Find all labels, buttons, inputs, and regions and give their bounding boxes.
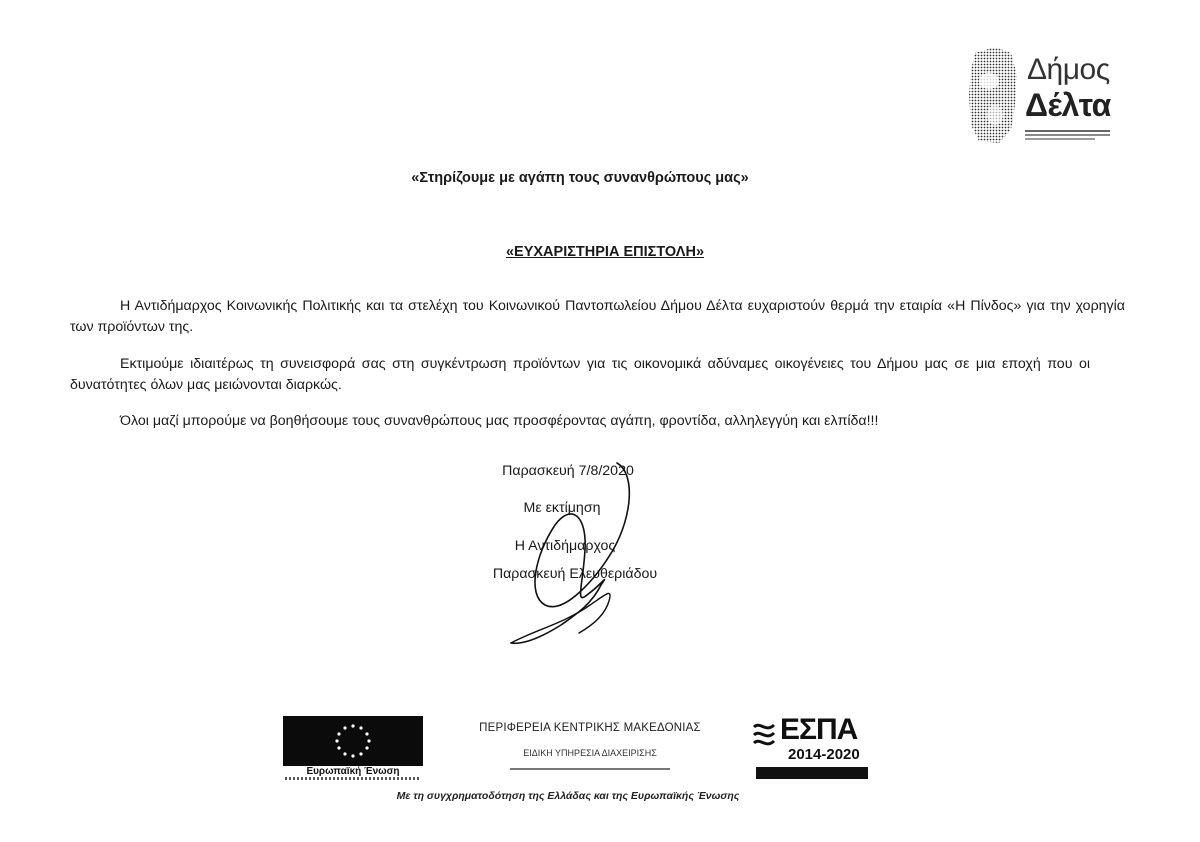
- municipality-logo: [965, 45, 1110, 145]
- motto: «Στηρίζουμε με αγάπη τους συνανθρώπους μας»: [411, 170, 749, 186]
- signature-name: Παρασκευή Ελευθεριάδου: [492, 566, 658, 582]
- espa-logo: [752, 713, 870, 779]
- region-title: ΠΕΡΙΦΕΡΕΙΑ ΚΕΝΤΡΙΚΗΣ ΜΑΚΕΔΟΝΙΑΣ: [479, 722, 701, 734]
- espa-years: 2014-2020: [788, 746, 860, 763]
- region-logo: [470, 722, 710, 776]
- logo-text-line1: Δήμος: [1027, 53, 1110, 86]
- signature-closing: Με εκτίμηση: [523, 500, 601, 516]
- region-subtext-graphic: [510, 767, 670, 771]
- espa-title: ΕΣΠΑ: [780, 713, 858, 746]
- region-subtitle: ΕΙΔΙΚΗ ΥΠΗΡΕΣΙΑ ΔΙΑΧΕΙΡΙΣΗΣ: [523, 748, 657, 758]
- handwritten-signature: [505, 455, 665, 660]
- signature-role: Η Αντιδήμαρχος: [514, 538, 616, 554]
- eu-label: Ευρωπαϊκή Ένωση: [306, 766, 400, 777]
- paragraph-1: Η Αντιδήμαρχος Κοινωνικής Πολιτικής και τα στελέχη του Κοινωνικού Παντοπωλείου Δήμου Δέλτα ευχαριστούν θερμά την εταιρία «Η Πίνδος» για την χορηγία των προϊόντων της.: [70, 298, 1125, 335]
- espa-band-graphic: [756, 767, 868, 779]
- espa-wave-icon: [752, 717, 782, 753]
- eu-logo: [283, 716, 423, 780]
- paragraph-3: Όλοι μαζί μπορούμε να βοηθήσουμε τους συνανθρώπους μας προσφέροντας αγάπη, φροντίδα, αλληλεγγύη και ελπίδα!!!: [120, 413, 879, 429]
- signature-date: Παρασκευή 7/8/2020: [502, 463, 634, 479]
- logo-text-line2: Δέλτα: [1025, 87, 1111, 123]
- cofinancing-note: Με τη συγχρηματοδότηση της Ελλάδας και της Ευρωπαϊκής Ένωσης: [396, 790, 740, 802]
- paragraph-2: Εκτιμούμε ιδιαιτέρως τη συνεισφορά σας στη συγκέντρωση προϊόντων για τις οικονομικά αδύναμες οικογένειες του Δήμου μας σε μια εποχή που οι δυνατότητες όλων μας μειώνονται διαρκώς.: [70, 356, 1090, 393]
- eu-flag-icon: [283, 716, 423, 766]
- municipality-emblem-icon: [965, 45, 1021, 145]
- logo-subtitle-graphic: [1025, 129, 1110, 141]
- eu-subtext-graphic: [285, 777, 421, 780]
- letter-title: «ΕΥΧΑΡΙΣΤΗΡΙΑ ΕΠΙΣΤΟΛΗ»: [505, 244, 705, 260]
